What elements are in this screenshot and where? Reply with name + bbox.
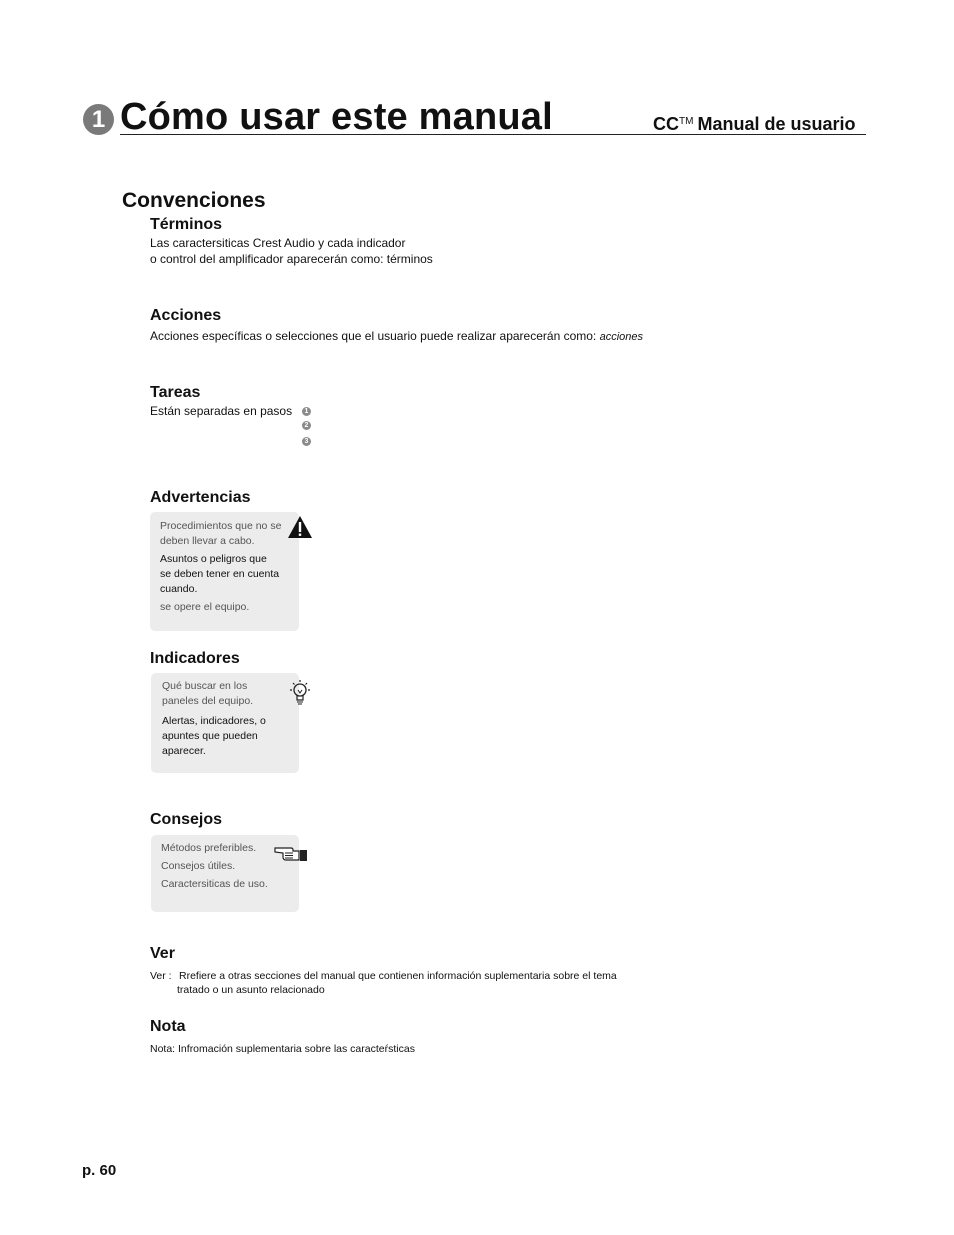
ver-prefix: Ver :	[150, 970, 172, 982]
step-1-marker: 1	[302, 407, 311, 416]
section-title: Convenciones	[122, 189, 266, 212]
step-2-marker: 2	[302, 421, 311, 430]
lightbulb-icon	[286, 678, 314, 708]
indicadores-line: paneles del equipo.	[162, 695, 254, 707]
ver-line-2: tratado o un asunto relacionado	[177, 984, 325, 996]
warning-triangle-icon	[287, 515, 313, 539]
manual-header-label	[653, 114, 855, 135]
consejos-line: Métodos preferibles.	[161, 842, 257, 854]
advertencias-heading: Advertencias	[150, 489, 251, 506]
acciones-example: acciones	[599, 331, 644, 343]
terminos-line-1: Las caractersiticas Crest Audio y cada indicador	[150, 236, 406, 250]
acciones-description: Acciones específicas o selecciones que el usuario puede realizar aparecerán como:	[150, 329, 597, 343]
consejos-heading: Consejos	[150, 811, 223, 828]
consejos-line: Consejos útiles.	[161, 860, 236, 872]
acciones-text	[150, 328, 643, 345]
tareas-text: Están separadas en pasos	[150, 404, 293, 418]
indicadores-line: Qué buscar en los	[162, 680, 248, 692]
advertencias-line: cuando.	[160, 583, 198, 595]
advertencias-line: se opere el equipo.	[160, 601, 250, 613]
terminos-line-2: o control del amplificador aparecerán como: términos	[150, 252, 433, 266]
product-name: CC	[653, 114, 679, 134]
advertencias-box	[150, 512, 299, 631]
step-3-marker: 3	[302, 437, 311, 446]
indicadores-line: apuntes que pueden	[162, 730, 258, 742]
advertencias-line: Procedimientos que no se	[160, 520, 282, 532]
page-title: Cómo usar este manual	[120, 96, 553, 138]
terminos-heading: Términos	[150, 216, 223, 233]
consejos-line: Caractersiticas de uso.	[161, 878, 268, 890]
acciones-heading: Acciones	[150, 307, 222, 324]
trademark-mark: TM	[679, 116, 694, 127]
advertencias-line: se deben tener en cuenta	[160, 568, 280, 580]
nota-text: Nota: Infromación suplementaria sobre las caracteŕsticas	[150, 1043, 415, 1055]
indicadores-line: Alertas, indicadores, o	[162, 715, 266, 727]
ver-heading: Ver	[150, 945, 175, 962]
manual-label: Manual de usuario	[697, 114, 856, 134]
indicadores-heading: Indicadores	[150, 650, 240, 667]
pointing-hand-icon	[273, 843, 309, 863]
advertencias-line: Asuntos o peligros que	[160, 553, 267, 565]
tareas-heading: Tareas	[150, 384, 201, 401]
indicadores-box	[151, 673, 299, 773]
chapter-number-badge: 1	[83, 104, 114, 135]
nota-heading: Nota	[150, 1018, 186, 1035]
advertencias-line: deben llevar a cabo.	[160, 535, 255, 547]
indicadores-line: aparecer.	[162, 745, 206, 757]
page-number: p. 60	[82, 1162, 117, 1179]
ver-line-1: Rrefiere a otras secciones del manual que contienen información suplementaria sobre el tema	[179, 970, 617, 982]
